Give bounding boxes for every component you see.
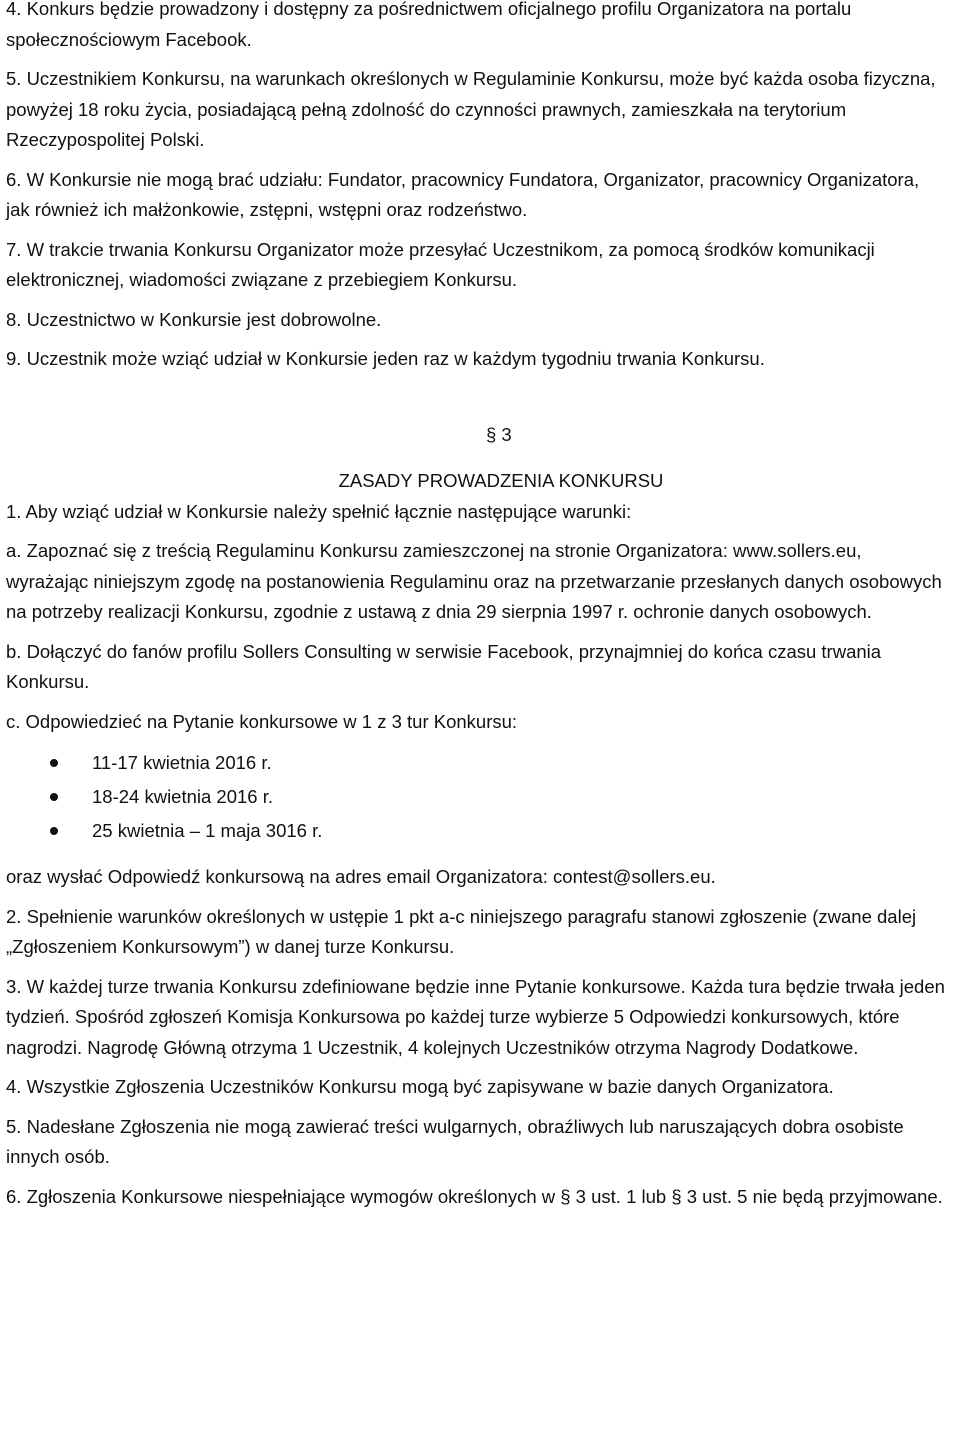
section-paragraph-2-entry: 2. Spełnienie warunków określonych w ustępie 1 pkt a-c niniejszego paragrafu stanowi zgłoszenie (zwane dalej „Zgłoszeniem Konkursowym”) w danej turze Konkursu. — [6, 905, 917, 957]
paragraph-5-eligibility: 5. Uczestnikiem Konkursu, na warunkach określonych w Regulaminie Konkursu, może być każda osoba fizyczna, powyżej 18 roku życia, posiadającą pełną zdolność do czynności prawnych, zamieszkała na terytorium Rzeczypospolitej Polski. — [6, 68, 936, 150]
condition-c: c. Odpowiedzieć na Pytanie konkursowe w 1 z 3 tur Konkursu: — [6, 710, 518, 732]
bullet-icon — [50, 793, 58, 801]
bullet-icon — [50, 759, 58, 767]
condition-b: b. Dołączyć do fanów profilu Sollers Consulting w serwisie Facebook, przynajmniej do końca czasu trwania Konkursu. — [6, 640, 882, 692]
paragraph-6-exclusions: 6. W Konkursie nie mogą brać udziału: Fundator, pracownicy Fundatora, Organizator, pracownicy Organizatora, jak również ich małżonkowie, zstępni, wstępni oraz rodzeństwo. — [6, 168, 920, 220]
paragraph-9-participation-limit: 9. Uczestnik może wziąć udział w Konkursie jeden raz w każdym tygodniu trwania Konkursu. — [6, 348, 765, 369]
condition-a: a. Zapoznać się z treścią Regulaminu Konkursu zamieszczonej na stronie Organizatora: www.sollers.eu, wyrażając niniejszym zgodę na postanowienia Regulaminu oraz na przetwarzanie przesłanych danych osobowych na potrzeby realizacji Konkursu, zgodnie z ustawą z dnia 29 sierpnia 1997 r. ochronie danych osobowych. — [6, 540, 942, 622]
bullet-icon — [50, 827, 58, 835]
section-paragraph-4-database: 4. Wszystkie Zgłoszenia Uczestników Konkursu mogą być zapisywane w bazie danych Organizatora. — [6, 1076, 834, 1097]
submission-instruction: oraz wysłać Odpowiedź konkursową na adres email Organizatora: contest@sollers.eu. — [6, 866, 716, 887]
section-title: ZASADY PROWADZENIA KONKURSU — [338, 470, 664, 491]
paragraph-8-voluntary: 8. Uczestnictwo w Konkursie jest dobrowolne. — [6, 308, 382, 330]
section-number: § 3 — [486, 423, 512, 445]
round-date: 25 kwietnia – 1 maja 3016 r. — [92, 820, 323, 841]
list-item — [50, 746, 946, 780]
list-item — [50, 780, 946, 814]
paragraph-7-communication: 7. W trakcie trwania Konkursu Organizator może przesyłać Uczestnikom, za pomocą środków komunikacji elektronicznej, wiadomości związane z przebiegiem Konkursu. — [6, 238, 875, 290]
round-dates-list — [6, 746, 946, 848]
round-date: 11-17 kwietnia 2016 r. — [92, 752, 272, 773]
section-paragraph-1-conditions: 1. Aby wziąć udział w Konkursie należy spełnić łącznie następujące warunki: — [6, 500, 632, 522]
section-paragraph-5-content-rules: 5. Nadesłane Zgłoszenia nie mogą zawierać treści wulgarnych, obraźliwych lub naruszających dobra osobiste innych osób. — [6, 1115, 904, 1167]
document-page — [6, 0, 946, 1221]
round-date: 18-24 kwietnia 2016 r. — [92, 786, 274, 807]
paragraph-4-facebook: 4. Konkurs będzie prowadzony i dostępny za pośrednictwem oficjalnego profilu Organizatora na portalu społecznościowym Facebook. — [6, 0, 852, 50]
section-paragraph-6-rejection: 6. Zgłoszenia Konkursowe niespełniające wymogów określonych w § 3 ust. 1 lub § 3 ust. 5 nie będą przyjmowane. — [6, 1185, 943, 1207]
section-heading — [6, 420, 946, 497]
list-item — [50, 814, 946, 848]
section-paragraph-3-rounds: 3. W każdej turze trwania Konkursu zdefiniowane będzie inne Pytanie konkursowe. Każda tura będzie trwała jeden tydzień. Spośród zgłoszeń Komisja Konkursowa po każdej turze wybierze 5 Odpowiedzi konkursowych, które nagrodzi. Nagrodę Główną otrzyma 1 Uczestnik, 4 kolejnych Uczestników otrzyma Nagrody Dodatkowe. — [6, 975, 945, 1058]
